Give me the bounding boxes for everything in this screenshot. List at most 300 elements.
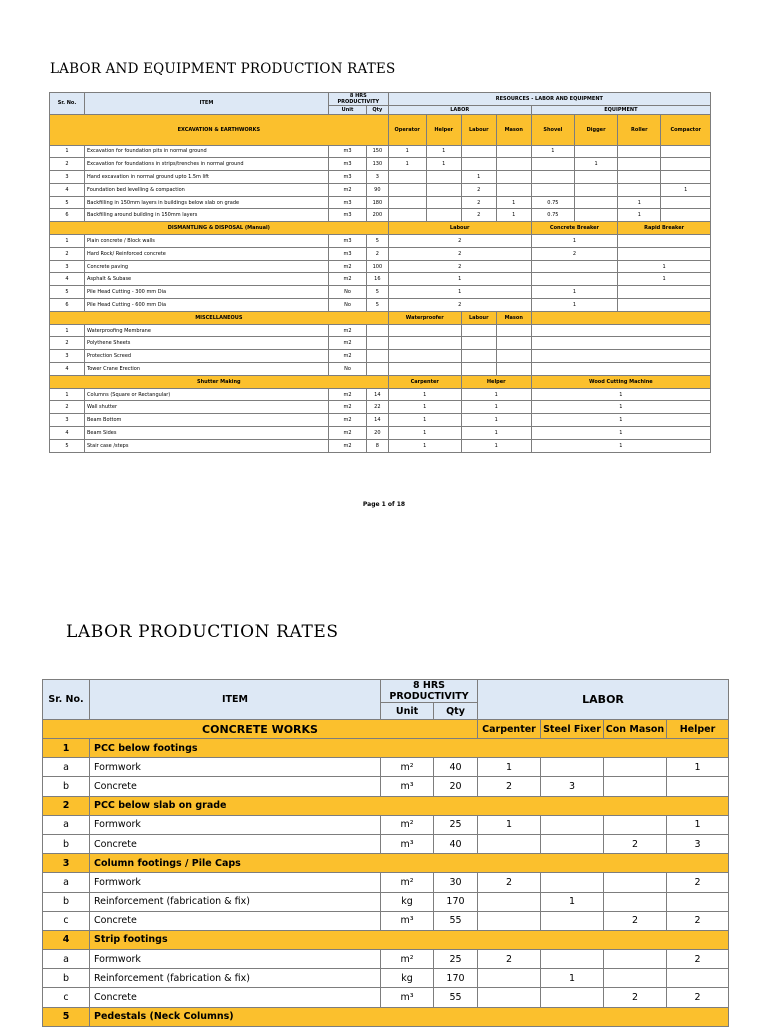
header-unit: Unit (328, 106, 366, 115)
value-cell: 180 (367, 196, 389, 209)
value-cell: 2 (478, 873, 541, 892)
blank-cell (388, 324, 461, 337)
col-header: Shovel (531, 114, 574, 145)
blank-cell (531, 311, 710, 324)
value-cell: 170 (434, 892, 478, 911)
blank-cell (461, 337, 496, 350)
value-cell: 2 (531, 247, 617, 260)
value-cell (661, 171, 711, 184)
item-cell: Wall shutter (85, 401, 329, 414)
value-cell: 1 (388, 427, 461, 440)
table-row (50, 171, 711, 184)
value-cell (541, 834, 604, 853)
value-cell: 1 (461, 439, 531, 452)
item-cell: Reinforcement (fabrication & fix) (90, 892, 381, 911)
table-row (43, 758, 729, 777)
item-cell: Concrete (90, 777, 381, 796)
value-cell: 2 (50, 247, 85, 260)
value-cell: 1 (496, 209, 531, 222)
value-cell (604, 758, 667, 777)
value-cell: m2 (328, 401, 366, 414)
value-cell: 1 (531, 427, 710, 440)
value-cell: 5 (367, 235, 389, 248)
value-cell (367, 350, 389, 363)
header-unit-2: Unit (381, 703, 434, 720)
value-cell: 2 (388, 235, 531, 248)
value-cell: 1 (541, 892, 604, 911)
value-cell (574, 209, 617, 222)
value-cell: 1 (388, 145, 426, 158)
value-cell: m3 (328, 235, 366, 248)
value-cell (604, 873, 667, 892)
blank-cell (531, 363, 710, 376)
item-cell: Tower Crane Erection (85, 363, 329, 376)
value-cell (604, 950, 667, 969)
value-cell (478, 969, 541, 988)
value-cell: 1 (388, 401, 461, 414)
value-cell: No (328, 363, 366, 376)
value-cell (574, 145, 617, 158)
value-cell: 3 (50, 260, 85, 273)
group-header-row (43, 1007, 729, 1026)
value-cell: 1 (50, 324, 85, 337)
value-cell: 1 (618, 273, 711, 286)
header-qty-2: Qty (434, 703, 478, 720)
value-cell: 16 (367, 273, 389, 286)
value-cell: 1 (541, 969, 604, 988)
table-row (50, 235, 711, 248)
value-cell (426, 209, 461, 222)
value-cell: 2 (388, 299, 531, 312)
value-cell (461, 158, 496, 171)
value-cell (388, 196, 426, 209)
item-cell: Formwork (90, 950, 381, 969)
value-cell: 6 (50, 209, 85, 222)
header-resources: RESOURCES - LABOR AND EQUIPMENT (388, 93, 710, 106)
value-cell (367, 363, 389, 376)
table-row (43, 892, 729, 911)
value-cell: a (43, 758, 90, 777)
value-cell: 1 (667, 815, 729, 834)
item-cell: Excavation for foundations in strips/trenches in normal ground (85, 158, 329, 171)
table-row (43, 834, 729, 853)
item-cell: Pile Head Cutting - 600 mm Dia (85, 299, 329, 312)
group-title: Pedestals (Neck Columns) (90, 1007, 729, 1026)
table-row (50, 414, 711, 427)
item-cell: Hand excavation in normal ground upto 1.5m lift (85, 171, 329, 184)
item-cell: Backfilling around building in 150mm layers (85, 209, 329, 222)
value-cell (496, 171, 531, 184)
value-cell: m3 (328, 171, 366, 184)
value-cell: 3 (541, 777, 604, 796)
value-cell (661, 196, 711, 209)
col-header: Con Mason (604, 720, 667, 739)
value-cell: m2 (328, 427, 366, 440)
blank-cell (388, 363, 461, 376)
table-row (50, 299, 711, 312)
value-cell: 1 (531, 286, 617, 299)
value-cell (574, 183, 617, 196)
value-cell: 2 (667, 988, 729, 1007)
value-cell (541, 950, 604, 969)
value-cell: m2 (328, 414, 366, 427)
value-cell (618, 247, 711, 260)
value-cell: 25 (434, 950, 478, 969)
value-cell (541, 988, 604, 1007)
group-number: 2 (43, 796, 90, 815)
value-cell: a (43, 950, 90, 969)
value-cell: 2 (388, 247, 531, 260)
value-cell: 1 (478, 815, 541, 834)
value-cell: 1 (574, 158, 617, 171)
header-item: ITEM (85, 93, 329, 115)
value-cell: 1 (461, 414, 531, 427)
table-row (50, 209, 711, 222)
value-cell: 2 (604, 911, 667, 930)
table-row (50, 439, 711, 452)
value-cell (604, 777, 667, 796)
value-cell: m3 (328, 158, 366, 171)
blank-cell (531, 324, 710, 337)
group-number: 1 (43, 739, 90, 758)
table-row (50, 286, 711, 299)
value-cell: 1 (478, 758, 541, 777)
header-labor: LABOR (388, 106, 531, 115)
item-cell: Formwork (90, 873, 381, 892)
value-cell: a (43, 815, 90, 834)
blank-cell (496, 337, 531, 350)
item-cell: Columns (Square or Rectangular) (85, 388, 329, 401)
value-cell (661, 145, 711, 158)
item-cell: Backfilling in 150mm layers in buildings below slab on grade (85, 196, 329, 209)
value-cell: 1 (531, 299, 617, 312)
value-cell: 1 (496, 196, 531, 209)
blank-cell (531, 337, 710, 350)
value-cell: b (43, 777, 90, 796)
table-row (43, 969, 729, 988)
group-number: 4 (43, 930, 90, 949)
page-title-2: LABOR PRODUCTION RATES (66, 622, 339, 642)
group-header-row (43, 796, 729, 815)
value-cell: m³ (381, 777, 434, 796)
item-cell: Hard Rock/ Reinforced concrete (85, 247, 329, 260)
section-header-misc (50, 311, 711, 324)
value-cell (496, 145, 531, 158)
header-srno: Sr. No. (50, 93, 85, 115)
value-cell: 3 (50, 414, 85, 427)
value-cell: 2 (50, 158, 85, 171)
value-cell: 0.75 (531, 209, 574, 222)
blank-cell (388, 350, 461, 363)
value-cell: m2 (328, 324, 366, 337)
col-header: Rapid Breaker (618, 222, 711, 235)
blank-cell (496, 324, 531, 337)
value-cell (604, 892, 667, 911)
value-cell (574, 171, 617, 184)
item-cell: Formwork (90, 758, 381, 777)
value-cell: c (43, 988, 90, 1007)
col-header: Carpenter (388, 375, 461, 388)
value-cell: 0.75 (531, 196, 574, 209)
value-cell (531, 260, 617, 273)
value-cell (426, 196, 461, 209)
group-header-row (43, 930, 729, 949)
value-cell: m2 (328, 337, 366, 350)
col-header: Digger (574, 114, 617, 145)
value-cell: 1 (388, 439, 461, 452)
table-row (43, 950, 729, 969)
value-cell (618, 286, 711, 299)
value-cell: c (43, 911, 90, 930)
value-cell: 14 (367, 388, 389, 401)
value-cell: 2 (461, 196, 496, 209)
value-cell: 3 (50, 171, 85, 184)
value-cell: m2 (328, 260, 366, 273)
section-title: Shutter Making (50, 375, 389, 388)
item-cell: Pile Head Cutting - 300 mm Dia (85, 286, 329, 299)
value-cell (604, 969, 667, 988)
value-cell: 2 (50, 401, 85, 414)
table-row (43, 911, 729, 930)
blank-cell (388, 337, 461, 350)
col-header: Helper (667, 720, 729, 739)
col-header: Concrete Breaker (531, 222, 617, 235)
value-cell: 4 (50, 363, 85, 376)
col-header: Compactor (661, 114, 711, 145)
value-cell: a (43, 873, 90, 892)
col-header: Helper (461, 375, 531, 388)
table-row (50, 427, 711, 440)
labor-equipment-table (49, 92, 711, 453)
group-number: 3 (43, 854, 90, 873)
value-cell: 2 (604, 834, 667, 853)
section-header-excavation (50, 114, 711, 145)
value-cell: 1 (426, 145, 461, 158)
value-cell: 1 (50, 145, 85, 158)
value-cell: 2 (388, 260, 531, 273)
table-row (50, 337, 711, 350)
value-cell: 1 (388, 286, 531, 299)
item-cell: Beam Bottom (85, 414, 329, 427)
value-cell (618, 171, 661, 184)
table-row (50, 183, 711, 196)
item-cell: Concrete (90, 834, 381, 853)
value-cell: 100 (367, 260, 389, 273)
header-srno-2: Sr. No. (43, 680, 90, 720)
value-cell: m2 (328, 273, 366, 286)
value-cell: 2 (461, 209, 496, 222)
value-cell (461, 145, 496, 158)
value-cell: 22 (367, 401, 389, 414)
value-cell: m² (381, 815, 434, 834)
value-cell: 3 (50, 350, 85, 363)
value-cell: m3 (328, 145, 366, 158)
value-cell: 14 (367, 414, 389, 427)
value-cell (531, 158, 574, 171)
value-cell (541, 911, 604, 930)
value-cell: m² (381, 758, 434, 777)
value-cell (478, 988, 541, 1007)
section-title: EXCAVATION & EARTHWORKS (50, 114, 389, 145)
value-cell (388, 171, 426, 184)
table-row (50, 158, 711, 171)
value-cell: b (43, 892, 90, 911)
value-cell: 3 (667, 834, 729, 853)
group-header-row (43, 854, 729, 873)
value-cell (478, 911, 541, 930)
table-row (50, 350, 711, 363)
value-cell: 1 (531, 388, 710, 401)
value-cell: 40 (434, 834, 478, 853)
table-row (50, 401, 711, 414)
table-row (50, 363, 711, 376)
col-header: Waterproofer (388, 311, 461, 324)
value-cell: 4 (50, 183, 85, 196)
blank-cell (531, 350, 710, 363)
value-cell: 1 (388, 158, 426, 171)
value-cell: kg (381, 969, 434, 988)
col-header: Wood Cutting Machine (531, 375, 710, 388)
value-cell: 5 (367, 286, 389, 299)
value-cell: 150 (367, 145, 389, 158)
value-cell: 1 (618, 260, 711, 273)
value-cell (667, 777, 729, 796)
section-title: CONCRETE WORKS (43, 720, 478, 739)
item-cell: Excavation for foundation pits in normal ground (85, 145, 329, 158)
value-cell: 1 (531, 414, 710, 427)
value-cell (541, 815, 604, 834)
value-cell: 6 (50, 299, 85, 312)
value-cell: 1 (661, 183, 711, 196)
value-cell (426, 183, 461, 196)
value-cell: 2 (478, 950, 541, 969)
value-cell (604, 815, 667, 834)
value-cell: 1 (531, 235, 617, 248)
value-cell: 1 (388, 388, 461, 401)
value-cell: m³ (381, 834, 434, 853)
value-cell (531, 171, 574, 184)
value-cell (667, 969, 729, 988)
value-cell (661, 209, 711, 222)
value-cell (367, 324, 389, 337)
value-cell (618, 299, 711, 312)
item-cell: Reinforcement (fabrication & fix) (90, 969, 381, 988)
header-item-2: ITEM (90, 680, 381, 720)
blank-cell (461, 350, 496, 363)
col-header: Mason (496, 311, 531, 324)
value-cell: 30 (434, 873, 478, 892)
blank-cell (461, 324, 496, 337)
value-cell (667, 892, 729, 911)
value-cell (541, 758, 604, 777)
col-header: Helper (426, 114, 461, 145)
value-cell (496, 183, 531, 196)
value-cell: 170 (434, 969, 478, 988)
item-cell: Plain concrete / Block walls (85, 235, 329, 248)
header-qty: Qty (367, 106, 389, 115)
value-cell (478, 834, 541, 853)
header-labor-2: LABOR (478, 680, 729, 720)
value-cell: m³ (381, 911, 434, 930)
table-row (50, 260, 711, 273)
value-cell (426, 171, 461, 184)
value-cell: 2 (667, 873, 729, 892)
col-header: Operator (388, 114, 426, 145)
col-header: Steel Fixer (541, 720, 604, 739)
value-cell: 5 (367, 299, 389, 312)
value-cell: 20 (367, 427, 389, 440)
value-cell: b (43, 969, 90, 988)
blank-cell (496, 363, 531, 376)
value-cell: 55 (434, 911, 478, 930)
item-cell: Asphalt & Subase (85, 273, 329, 286)
value-cell: 55 (434, 988, 478, 1007)
value-cell (496, 158, 531, 171)
blank-cell (461, 363, 496, 376)
table-row (43, 815, 729, 834)
value-cell: 1 (531, 145, 574, 158)
table-row (50, 145, 711, 158)
value-cell (367, 337, 389, 350)
value-cell: 90 (367, 183, 389, 196)
group-title: Strip footings (90, 930, 729, 949)
value-cell: 8 (367, 439, 389, 452)
value-cell: 5 (50, 196, 85, 209)
value-cell (618, 183, 661, 196)
item-cell: Concrete paving (85, 260, 329, 273)
table-row (50, 196, 711, 209)
group-title: PCC below footings (90, 739, 729, 758)
col-header: Roller (618, 114, 661, 145)
value-cell: 1 (531, 439, 710, 452)
value-cell: 25 (434, 815, 478, 834)
value-cell: b (43, 834, 90, 853)
section-header-dismantling (50, 222, 711, 235)
value-cell: 1 (50, 235, 85, 248)
page-number: Page 1 of 18 (362, 501, 406, 508)
group-title: PCC below slab on grade (90, 796, 729, 815)
value-cell: 2 (478, 777, 541, 796)
value-cell: kg (381, 892, 434, 911)
value-cell: 1 (618, 196, 661, 209)
value-cell: 2 (367, 247, 389, 260)
value-cell: m² (381, 950, 434, 969)
table-row (43, 873, 729, 892)
value-cell: 1 (50, 388, 85, 401)
value-cell (531, 183, 574, 196)
value-cell: No (328, 286, 366, 299)
value-cell: 1 (461, 171, 496, 184)
value-cell: 200 (367, 209, 389, 222)
labor-production-table (42, 679, 729, 1027)
section-title: MISCELLANEOUS (50, 311, 389, 324)
header-equipment: EQUIPMENT (531, 106, 710, 115)
value-cell (618, 235, 711, 248)
table-row (50, 388, 711, 401)
table-row (43, 777, 729, 796)
table-row (50, 273, 711, 286)
col-header: Labour (461, 114, 496, 145)
col-header: Labour (461, 311, 496, 324)
value-cell: 5 (50, 286, 85, 299)
value-cell: 1 (461, 427, 531, 440)
value-cell: m2 (328, 439, 366, 452)
value-cell: 2 (667, 950, 729, 969)
value-cell: 130 (367, 158, 389, 171)
value-cell: 1 (426, 158, 461, 171)
value-cell: 1 (618, 209, 661, 222)
value-cell: 2 (50, 337, 85, 350)
